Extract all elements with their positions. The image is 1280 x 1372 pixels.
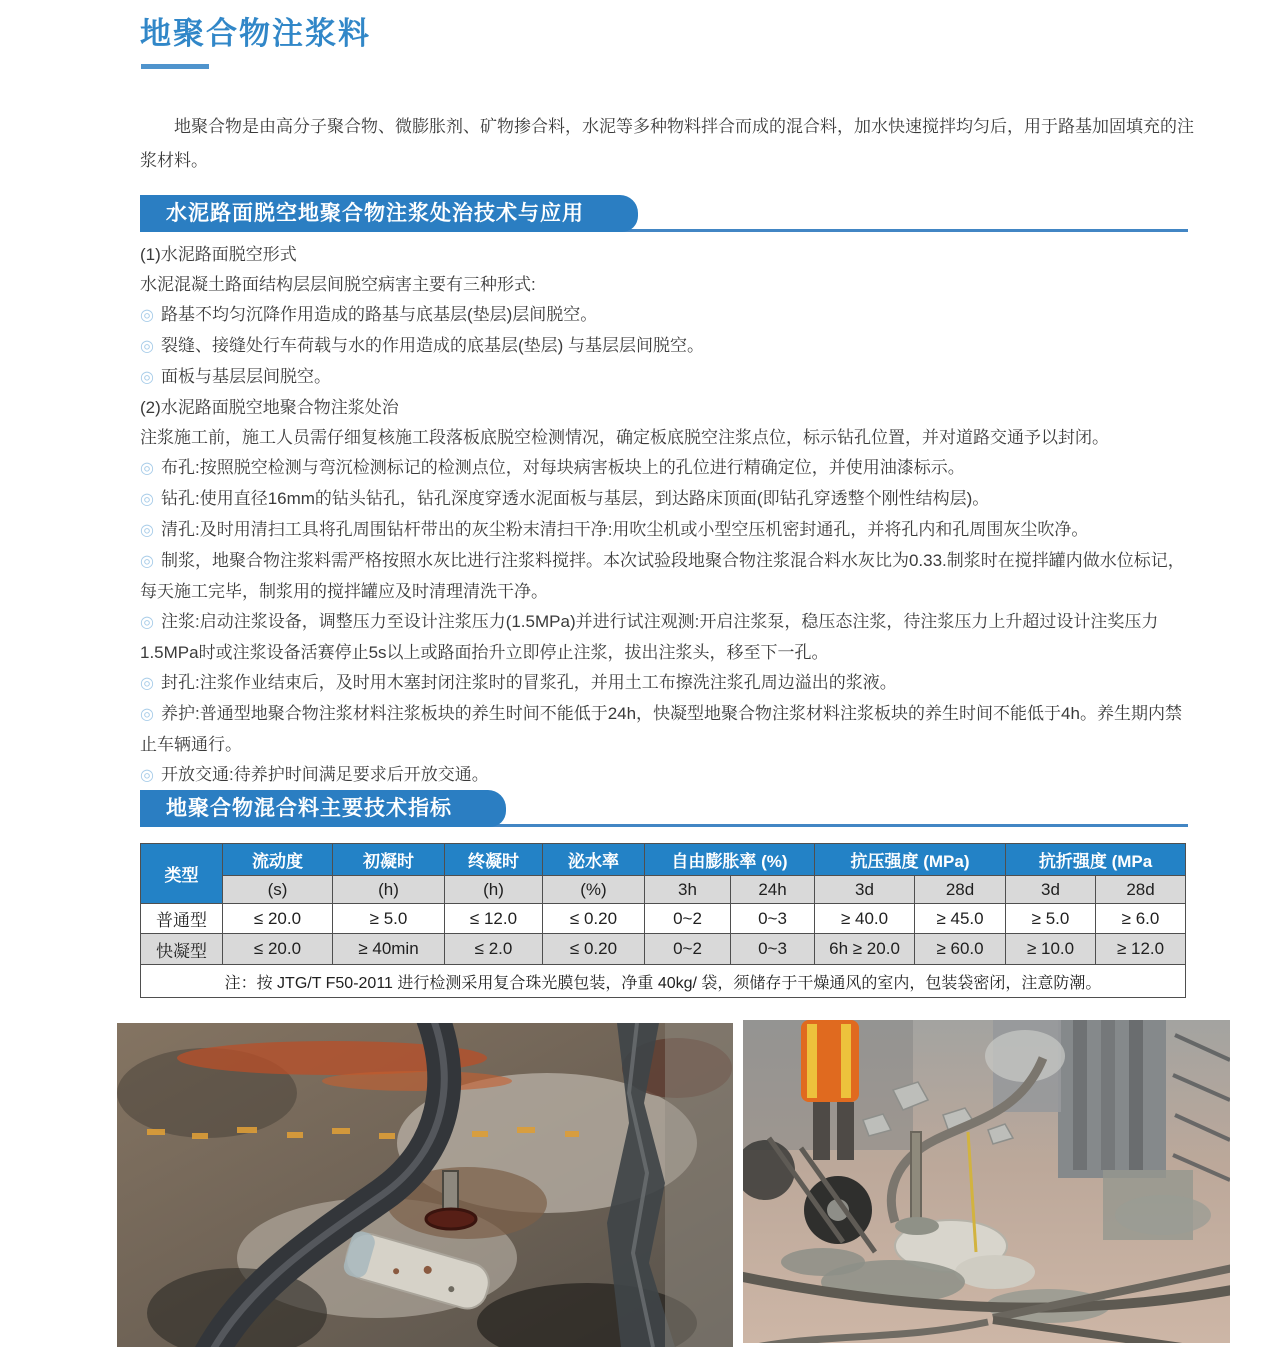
value-cell: ≤ 20.0 [223, 904, 333, 934]
value-cell: 0~3 [731, 904, 815, 934]
header-bleeding: 泌水率 [543, 844, 645, 876]
section2-header [140, 790, 1188, 827]
header-compressive: 抗压强度 (MPa) [815, 844, 1006, 876]
value-cell: ≤ 2.0 [445, 934, 543, 965]
value-cell: ≥ 45.0 [915, 904, 1006, 934]
list-item [140, 546, 1186, 607]
row-type-cell: 快凝型 [141, 934, 223, 965]
grouting-hose-photo [117, 1023, 733, 1347]
header-flexural: 抗折强度 (MPa [1006, 844, 1186, 876]
value-cell: ≥ 5.0 [333, 904, 445, 934]
value-cell: ≥ 40min [333, 934, 445, 965]
unit-cell: (s) [223, 876, 333, 904]
list-item [140, 699, 1186, 760]
procedure-list [140, 240, 1186, 791]
bullet-icon: ◎ [140, 614, 154, 631]
list-item-text: 裂缝、接缝处行车荷载与水的作用造成的底基层(垫层) 与基层层间脱空。 [160, 336, 705, 355]
title-underline [141, 64, 209, 69]
list-item-text: 注浆:启动注浆设备，调整压力至设计注浆压力(1.5MPa)并进行试注观测:开启注浆泵，稳压态注浆，待注浆压力上升超过设计注奖压力1.5MPa时或注浆设备活赛停止5s以上或路面抬升立即停止注浆，拔出注浆头，移至下一孔。 [140, 612, 1159, 662]
bullet-icon: ◎ [140, 460, 154, 477]
list-item [140, 270, 1186, 300]
value-cell: ≤ 12.0 [445, 904, 543, 934]
unit-cell: 3h [645, 876, 731, 904]
list-item-text: 养护:普通型地聚合物注浆材料注浆板块的养生时间不能低于24h，快凝型地聚合物注浆材料注浆板块的养生时间不能低于4h。养生期内禁止车辆通行。 [140, 704, 1182, 754]
grouting-worksite-photo [743, 1020, 1230, 1343]
unit-cell: (%) [543, 876, 645, 904]
list-item-text: 面板与基层层间脱空。 [160, 367, 331, 386]
grouting-hose-illustration [117, 1023, 733, 1347]
list-item [140, 331, 1186, 362]
list-item [140, 607, 1186, 668]
spec-table-wrap [140, 843, 1186, 998]
value-cell: ≤ 0.20 [543, 934, 645, 965]
value-cell: ≥ 60.0 [915, 934, 1006, 965]
bullet-icon: ◎ [140, 767, 154, 784]
value-cell: ≤ 20.0 [223, 934, 333, 965]
value-cell: ≥ 12.0 [1096, 934, 1186, 965]
header-flow: 流动度 [223, 844, 333, 876]
value-cell: ≥ 40.0 [815, 904, 915, 934]
list-item [140, 453, 1186, 484]
section1-badge: 水泥路面脱空地聚合物注浆处治技术与应用 [140, 195, 638, 232]
unit-cell: 3d [1006, 876, 1096, 904]
bullet-icon: ◎ [140, 522, 154, 539]
value-cell: ≤ 0.20 [543, 904, 645, 934]
list-item [140, 362, 1186, 393]
bullet-icon: ◎ [140, 369, 154, 386]
list-item-text: (2)水泥路面脱空地聚合物注浆处治 [140, 398, 399, 417]
value-cell: 0~2 [645, 934, 731, 965]
table-note: 注：按 JTG/T F50-2011 进行检测采用复合珠光膜包装，净重 40kg/ 袋，须储存于干燥通风的室内，包装袋密闭，注意防潮。 [141, 965, 1186, 998]
value-cell: ≥ 5.0 [1006, 904, 1096, 934]
bullet-icon: ◎ [140, 553, 154, 570]
list-item-text: 清孔:及时用清扫工具将孔周围钻杆带出的灰尘粉末清扫干净:用吹尘机或小型空压机密封通孔，并将孔内和孔周围灰尘吹净。 [160, 520, 1089, 539]
worksite-illustration [743, 1020, 1230, 1343]
unit-cell: 3d [815, 876, 915, 904]
value-cell: ≥ 6.0 [1096, 904, 1186, 934]
list-item-text: 封孔:注浆作业结束后，及时用木塞封闭注浆时的冒浆孔，并用土工布擦洗注浆孔周边溢出的浆液。 [160, 673, 897, 692]
list-item-text: 布孔:按照脱空检测与弯沉检测标记的检测点位，对每块病害板块上的孔位进行精确定位，并使用油漆标示。 [160, 458, 965, 477]
section2-badge: 地聚合物混合料主要技术指标 [140, 790, 506, 827]
bullet-icon: ◎ [140, 307, 154, 324]
list-item-text: 注浆施工前，施工人员需仔细复核施工段落板底脱空检测情况，确定板底脱空注浆点位，标示钻孔位置，并对道路交通予以封闭。 [140, 428, 1109, 447]
value-cell: 6h ≥ 20.0 [815, 934, 915, 965]
list-item-text: 开放交通:待养护时间满足要求后开放交通。 [160, 765, 489, 784]
unit-cell: 28d [1096, 876, 1186, 904]
header-initial-set: 初凝时 [333, 844, 445, 876]
bullet-icon: ◎ [140, 338, 154, 355]
header-type: 类型 [141, 844, 223, 904]
value-cell: ≥ 10.0 [1006, 934, 1096, 965]
header-final-set: 终凝时 [445, 844, 543, 876]
spec-table [140, 843, 1186, 998]
value-cell: 0~2 [645, 904, 731, 934]
unit-cell: (h) [333, 876, 445, 904]
list-item-text: 路基不均匀沉降作用造成的路基与底基层(垫层)层间脱空。 [160, 305, 598, 324]
list-item [140, 515, 1186, 546]
unit-cell: 28d [915, 876, 1006, 904]
bullet-icon: ◎ [140, 706, 154, 723]
page-title: 地聚合物注浆料 [140, 16, 371, 51]
section1-header [140, 195, 1188, 232]
row-type-cell: 普通型 [141, 904, 223, 934]
list-item [140, 240, 1186, 270]
list-item-text: 水泥混凝土路面结构层层间脱空病害主要有三种形式: [140, 275, 536, 294]
list-item [140, 668, 1186, 699]
unit-cell: (h) [445, 876, 543, 904]
intro-paragraph: 地聚合物是由高分子聚合物、微膨胀剂、矿物掺合料，水泥等多种物料拌合而成的混合料，加水快速搅拌均匀后，用于路基加固填充的注浆材料。 [140, 117, 1194, 170]
list-item [140, 423, 1186, 453]
header-free-expansion: 自由膨胀率 (%) [645, 844, 815, 876]
list-item [140, 300, 1186, 331]
list-item-text: 钻孔:使用直径16mm的钻头钻孔，钻孔深度穿透水泥面板与基层，到达路床顶面(即钻孔穿透整个刚性结构层)。 [160, 489, 990, 508]
unit-cell: 24h [731, 876, 815, 904]
list-item-text: 制浆，地聚合物注浆料需严格按照水灰比进行注浆料搅拌。本次试验段地聚合物注浆混合料水灰比为0.33.制浆时在搅拌罐内做水位标记，每天施工完毕，制浆用的搅拌罐应及时清理清洗干净。 [140, 551, 1185, 601]
list-item-text: (1)水泥路面脱空形式 [140, 245, 297, 264]
value-cell: 0~3 [731, 934, 815, 965]
bullet-icon: ◎ [140, 491, 154, 508]
list-item [140, 484, 1186, 515]
list-item [140, 760, 1186, 791]
bullet-icon: ◎ [140, 675, 154, 692]
list-item [140, 393, 1186, 423]
